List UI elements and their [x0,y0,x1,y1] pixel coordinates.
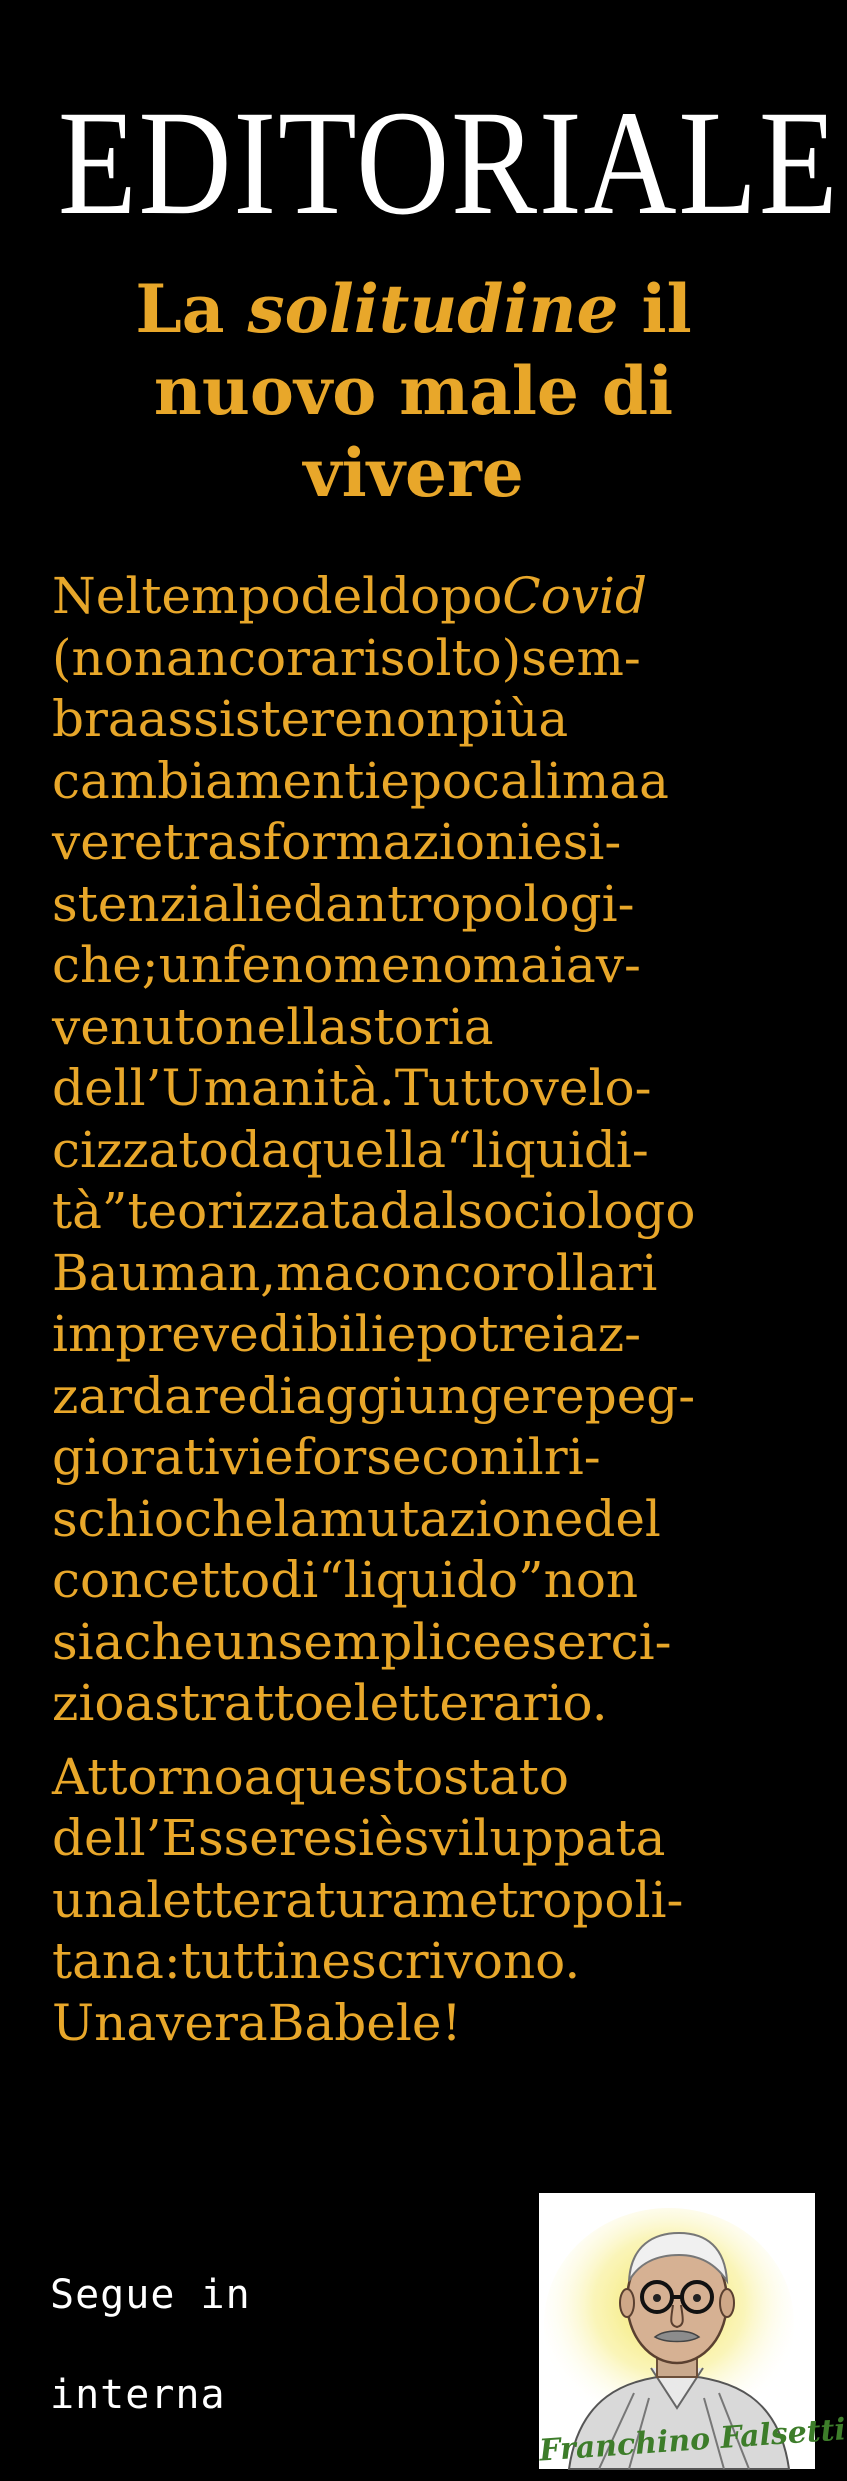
headline-after: il nuovo male di vivere [153,270,692,512]
continue-notice [50,2245,251,2445]
word: ma [276,1243,354,1302]
text-line [52,997,778,1059]
word: stato [443,1747,569,1806]
text-line [52,689,778,751]
word: assistere [137,690,364,748]
word: tana: [52,1932,181,1990]
word: corollari [443,1243,658,1302]
word: non [543,1551,639,1609]
word: “liquidi- [446,1120,649,1179]
word: cambiamenti [52,751,381,810]
word: teorizzata [127,1182,380,1240]
word: sviluppata [403,1809,666,1867]
word: è [374,1809,404,1867]
word: scrivono. [351,1932,581,1990]
word: si [332,1809,375,1867]
word: cizzato [52,1120,229,1179]
word: il [511,1428,544,1486]
word: sem- [521,628,641,687]
text-line [52,1058,778,1120]
word: di [270,1551,319,1609]
text-line [52,1243,778,1305]
word: ne [289,1932,352,1990]
word: con [421,1428,512,1486]
masthead-title: EDITORIALE [57,80,840,246]
word: Attorno [52,1747,244,1806]
word: tà” [52,1182,128,1240]
text-line [52,1550,778,1612]
word: forse [293,1428,422,1486]
word: la [273,1489,320,1548]
word: velo- [530,1059,652,1117]
word: Tutto [394,1059,531,1117]
word: vere [52,813,164,871]
text-line [52,1366,778,1428]
headline [40,268,787,514]
word: e [386,1305,417,1363]
word: Bauman, [52,1243,277,1302]
word: zardare [52,1366,248,1425]
word: dopo [378,567,503,625]
word: az- [568,1305,642,1363]
word: del [583,1489,661,1548]
word: metropoli- [421,1870,684,1929]
continue-line-2: interna [50,2372,226,2418]
text-line [52,566,778,628]
word: aggiungere [295,1366,585,1425]
word: stenziali [52,874,264,933]
word: ma [561,751,640,810]
word: un [158,936,224,994]
headline-before: La [135,270,248,348]
word: dell’Essere [52,1809,333,1867]
word: e [264,1428,294,1486]
word: non [363,690,459,748]
word: vera [156,1993,268,2052]
word: ancora [166,628,340,687]
word: che [183,1489,274,1548]
text-line [52,1304,778,1366]
word: zio [52,1674,125,1732]
word: eserci- [501,1612,672,1671]
text-line [52,1993,778,2055]
word: letteratura [146,1870,422,1929]
headline-emphasis: solitudine [247,270,619,348]
text-line [52,1427,778,1489]
text-line [52,1612,778,1674]
text-line [52,935,778,997]
word: questo [273,1747,444,1806]
word: a [639,751,669,810]
text-line [52,1181,778,1243]
word: risolto) [339,628,522,687]
word: Covid [502,567,647,625]
word: antropologi- [325,874,635,933]
word: astratto [124,1674,324,1732]
word: tutti [180,1932,290,1990]
word: trasformazioni [163,813,534,871]
word: che; [52,936,159,994]
word: (non [52,628,167,687]
word: e [324,1674,354,1732]
word: dal [379,1182,458,1240]
word: letterario. [353,1674,608,1732]
word: a [538,690,569,748]
word: semplice [277,1612,502,1671]
word: un [213,1612,278,1671]
word: con [353,1243,444,1302]
text-line [52,1931,778,1993]
word: concetto [52,1551,271,1609]
word: ri- [543,1428,601,1486]
word: più [458,690,539,748]
word: da [228,1120,291,1179]
word: venuto [52,997,225,1056]
word: che [123,1612,214,1671]
word: epocali [380,751,562,810]
text-line [52,874,778,936]
word: quella [290,1120,447,1179]
word: sociologo [457,1182,696,1240]
text-line [52,812,778,874]
word: bra [52,690,138,748]
word: imprevedibili [52,1305,387,1363]
text-line [52,751,778,813]
text-line [52,1120,778,1182]
word: mai [472,936,566,994]
continue-line-1: Segue in [50,2272,251,2318]
word: av- [565,936,641,994]
text-line [52,1673,778,1735]
word: peg- [584,1366,696,1425]
text-line [52,1489,778,1551]
word: potrei [416,1305,568,1363]
word: fenomeno [223,936,473,994]
word: dell’Umanità. [52,1059,395,1117]
word: di [247,1366,296,1425]
word: Babele! [267,1993,462,2052]
word: “liquido” [318,1551,544,1609]
word: tempo [141,567,301,625]
word: schio [52,1489,184,1548]
word: Una [52,1993,157,2052]
word: a [243,1747,274,1806]
word: storia [348,997,494,1056]
text-line [52,1747,778,1809]
word: esi- [533,813,622,871]
editorial-body [52,566,778,2054]
text-line [52,1870,778,1932]
word: del [300,567,379,625]
word: una [52,1870,147,1929]
paragraph-1 [52,566,778,1735]
paragraph-2 [52,1747,778,2055]
text-line [52,628,778,690]
word: giorativi [52,1428,265,1486]
author-signature: Franchino Falsetti [538,2412,847,2469]
word: ed [263,874,326,933]
author-portrait [538,2193,847,2469]
word: Nel [52,567,142,625]
word: nella [224,997,349,1056]
text-line [52,1808,778,1870]
word: sia [52,1612,124,1671]
word: mutazione [319,1489,584,1548]
